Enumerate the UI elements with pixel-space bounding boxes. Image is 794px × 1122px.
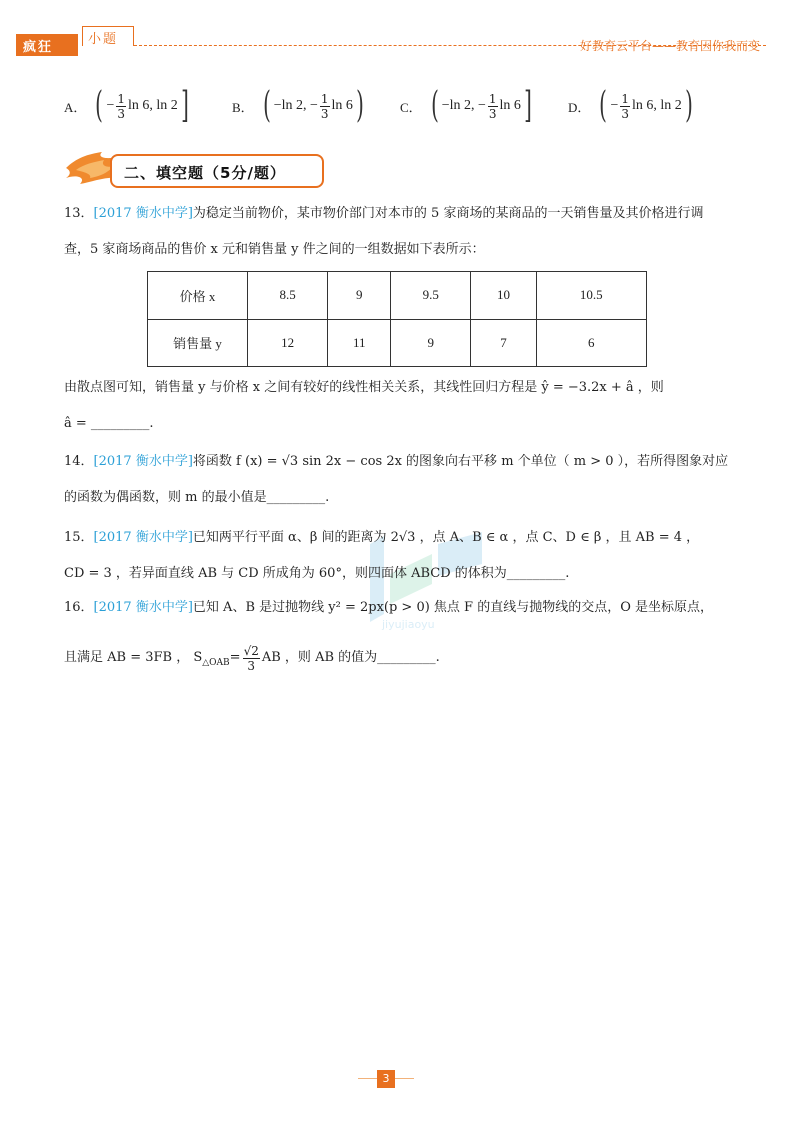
bracket-open-icon: ( bbox=[95, 85, 104, 126]
table-cell: 10.5 bbox=[536, 272, 646, 320]
fraction-denominator: 3 bbox=[621, 106, 629, 121]
fraction bbox=[488, 92, 498, 121]
q15-line-2: CD = 3 ，若异面直线 AB 与 CD 所成角为 60°，则四面体 ABCD 的体积为_________. bbox=[64, 566, 570, 581]
option-a bbox=[64, 86, 192, 126]
fraction-denominator: 3 bbox=[117, 106, 125, 121]
table-cell: 9 bbox=[328, 272, 391, 320]
option-label: D． bbox=[568, 99, 591, 115]
option-expr-mid: ln 6 bbox=[499, 98, 521, 113]
option-expr-mid: ln 6 bbox=[331, 98, 353, 113]
option-expr-left: − bbox=[106, 98, 115, 113]
fraction-numerator: √2 bbox=[243, 643, 259, 658]
fraction-denominator: 3 bbox=[488, 106, 497, 121]
q13-line-4: â = _________. bbox=[64, 416, 154, 431]
q16-line-1 bbox=[64, 598, 713, 618]
fraction-denominator: 3 bbox=[247, 658, 256, 673]
question-text: 已知 A、B 是过抛物线 y² = 2px(p > 0) 焦点 F 的直线与抛物线的交点，O 是坐标原点， bbox=[192, 600, 713, 615]
table-cell: 10 bbox=[471, 272, 536, 320]
table-row bbox=[148, 272, 647, 320]
price-sales-table bbox=[147, 271, 647, 367]
table-cell: 9.5 bbox=[391, 272, 471, 320]
option-b bbox=[232, 86, 367, 126]
fraction bbox=[243, 644, 260, 673]
fraction-numerator: 1 bbox=[488, 91, 497, 106]
header-badge-text: 疯狂 bbox=[23, 40, 54, 55]
question-number: 16． bbox=[64, 600, 94, 615]
q13-line-3: 由散点图可知，销售量 y 与价格 x 之间有较好的线性相关关系，其线性回归方程是 ŷ = −3.2x + â ，则 bbox=[64, 380, 664, 395]
q13-line-1 bbox=[64, 204, 703, 224]
question-number: 13． bbox=[64, 206, 94, 221]
header-badge bbox=[16, 34, 78, 56]
bracket-close-icon: ] bbox=[524, 85, 532, 126]
bracket-open-icon: ( bbox=[599, 85, 608, 126]
question-source: [2017 衡水中学] bbox=[93, 530, 193, 545]
section-title: 二、填空题（5分/题） bbox=[124, 164, 286, 182]
bracket-close-icon: ] bbox=[180, 85, 189, 126]
option-expr-left: −ln 2, − bbox=[273, 98, 318, 113]
q14-line-2: 的函数为偶函数，则 m 的最小值是_________. bbox=[64, 490, 330, 505]
option-c bbox=[400, 86, 535, 126]
option-label: A． bbox=[64, 99, 87, 115]
table-cell: 8.5 bbox=[248, 272, 328, 320]
table-cell: 12 bbox=[248, 319, 328, 367]
bracket-open-icon: ( bbox=[430, 85, 439, 126]
section-title-box bbox=[110, 154, 324, 188]
table-cell: 7 bbox=[471, 319, 536, 367]
watermark-text: jiyujiaoyu bbox=[382, 618, 435, 631]
header-slogan: 好教育云平台——教育因你我而变 bbox=[579, 39, 760, 53]
header-tab-text: 小题 bbox=[88, 32, 119, 47]
option-expr-left: − bbox=[610, 98, 619, 113]
question-text: = bbox=[229, 650, 241, 665]
question-source: [2017 衡水中学] bbox=[93, 206, 193, 221]
table-cell: 价格 x bbox=[148, 272, 248, 320]
bracket-open-icon: ( bbox=[262, 85, 271, 126]
fraction bbox=[620, 92, 630, 121]
question-source: [2017 衡水中学] bbox=[93, 600, 193, 615]
option-d bbox=[568, 86, 696, 126]
fraction bbox=[116, 92, 126, 121]
question-text: AB ，则 AB 的值为_________. bbox=[261, 650, 440, 665]
option-label: B． bbox=[232, 99, 254, 115]
table-cell: 11 bbox=[328, 319, 391, 367]
question-source: [2017 衡水中学] bbox=[93, 454, 193, 469]
page-number: 3 bbox=[377, 1070, 395, 1088]
fraction bbox=[320, 92, 330, 121]
header-tab bbox=[82, 26, 134, 46]
bracket-close-icon: ) bbox=[684, 85, 693, 126]
q16-line-2 bbox=[64, 640, 440, 676]
table-cell: 销售量 y bbox=[148, 319, 248, 367]
fraction-numerator: 1 bbox=[117, 91, 125, 106]
question-text: 已知两平行平面 α、β 间的距离为 2√3 ，点 A、B ∈ α ，点 C、D ∈ β ，且 AB = 4 ， bbox=[192, 530, 700, 545]
question-number: 14． bbox=[64, 454, 94, 469]
fraction-numerator: 1 bbox=[320, 91, 329, 106]
bracket-close-icon: ) bbox=[356, 85, 364, 126]
question-text: 将函数 f (x) = √3 sin 2x − cos 2x 的图象向右平移 m 个单位（ m > 0 ），若所得图象对应 bbox=[192, 454, 729, 469]
question-text: 为稳定当前物价，某市物价部门对本市的 5 家商场的某商品的一天销售量及其价格进行调 bbox=[192, 206, 704, 221]
fraction-numerator: 1 bbox=[621, 91, 629, 106]
option-expr-left: −ln 2, − bbox=[441, 98, 486, 113]
option-label: C． bbox=[400, 99, 422, 115]
fraction-denominator: 3 bbox=[320, 106, 329, 121]
option-expr-mid: ln 6, ln 2 bbox=[127, 98, 178, 113]
q13-line-2: 查，5 家商场商品的售价 x 元和销售量 y 件之间的一组数据如下表所示： bbox=[64, 242, 485, 257]
table-cell: 6 bbox=[536, 319, 646, 367]
option-expr-mid: ln 6, ln 2 bbox=[631, 98, 682, 113]
q14-line-1 bbox=[64, 452, 728, 472]
q15-line-1 bbox=[64, 528, 699, 548]
question-number: 15． bbox=[64, 530, 94, 545]
question-text: 且满足 AB = 3FB ， S bbox=[64, 650, 203, 665]
table-cell: 9 bbox=[391, 319, 471, 367]
subscript-text: △OAB bbox=[202, 658, 230, 668]
table-row bbox=[148, 319, 647, 367]
